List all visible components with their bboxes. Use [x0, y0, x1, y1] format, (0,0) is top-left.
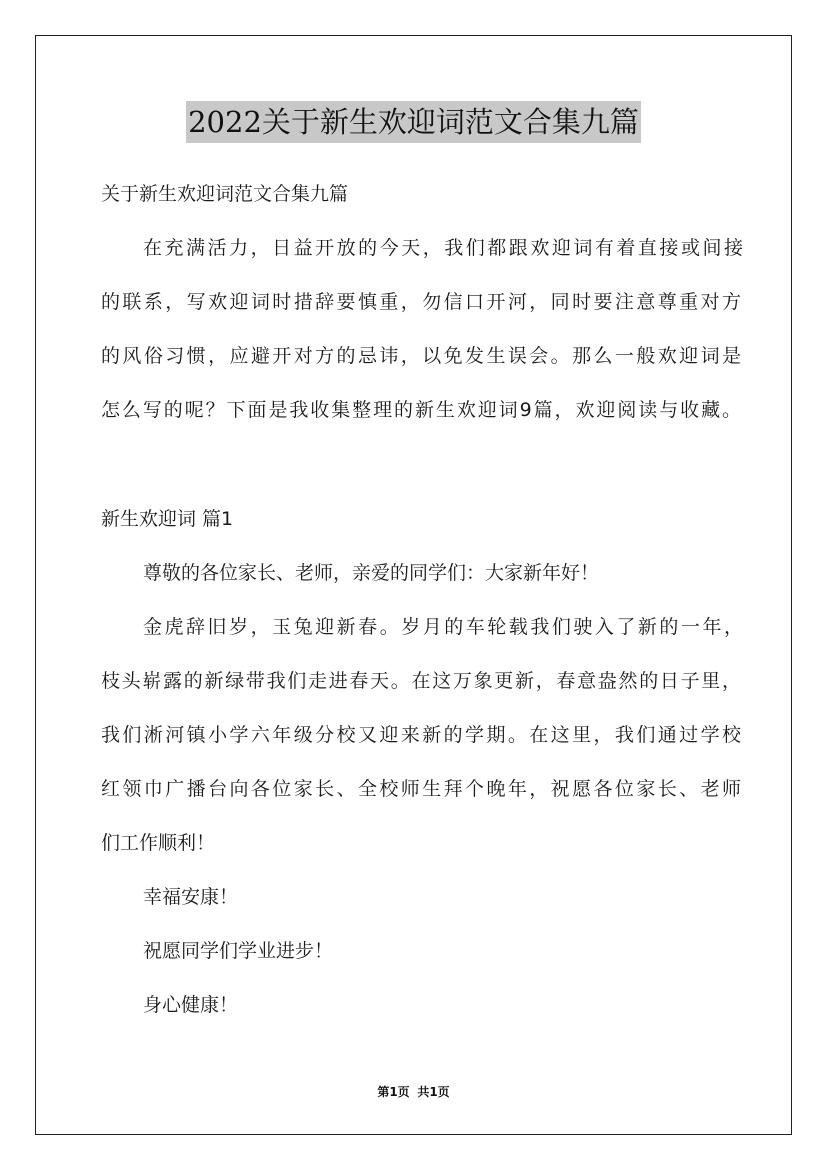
body-line-2: 枝头崭露的新绿带我们走进春天。在这万象更新，春意盎然的日子里， — [101, 670, 741, 692]
section-heading: 新生欢迎词 篇1 — [101, 508, 234, 530]
body-line-5: 们工作顺利！ — [101, 832, 216, 854]
page-footer — [0, 1084, 827, 1100]
wish-line-2: 祝愿同学们学业进步！ — [143, 940, 334, 962]
wish-line-3: 身心健康！ — [143, 994, 239, 1016]
body-line-1: 金虎辞旧岁，玉兔迎新春。岁月的车轮载我们驶入了新的一年， — [143, 616, 743, 638]
greeting-line: 尊敬的各位家长、老师，亲爱的同学们：大家新年好！ — [143, 562, 600, 584]
document-title: 2022关于新生欢迎词范文合集九篇 — [186, 101, 641, 143]
intro-line-2: 的联系，写欢迎词时措辞要慎重，勿信口开河，同时要注意尊重对方 — [101, 291, 741, 313]
wish-line-1: 幸福安康！ — [143, 886, 239, 908]
body-line-3: 我们淅河镇小学六年级分校又迎来新的学期。在这里，我们通过学校 — [101, 724, 741, 746]
page-number-current: 第1页 — [377, 1085, 410, 1099]
subtitle: 关于新生欢迎词范文合集九篇 — [101, 183, 349, 205]
title-container — [0, 101, 827, 143]
body-line-4: 红领巾广播台向各位家长、全校师生拜个晚年，祝愿各位家长、老师 — [101, 778, 741, 800]
page-number-total: 共1页 — [417, 1085, 450, 1099]
intro-line-4: 怎么写的呢？下面是我收集整理的新生欢迎词9篇，欢迎阅读与收藏。 — [101, 399, 741, 421]
intro-line-3: 的风俗习惯，应避开对方的忌讳，以免发生误会。那么一般欢迎词是 — [101, 345, 741, 367]
intro-line-1: 在充满活力，日益开放的今天，我们都跟欢迎词有着直接或间接 — [143, 237, 743, 259]
